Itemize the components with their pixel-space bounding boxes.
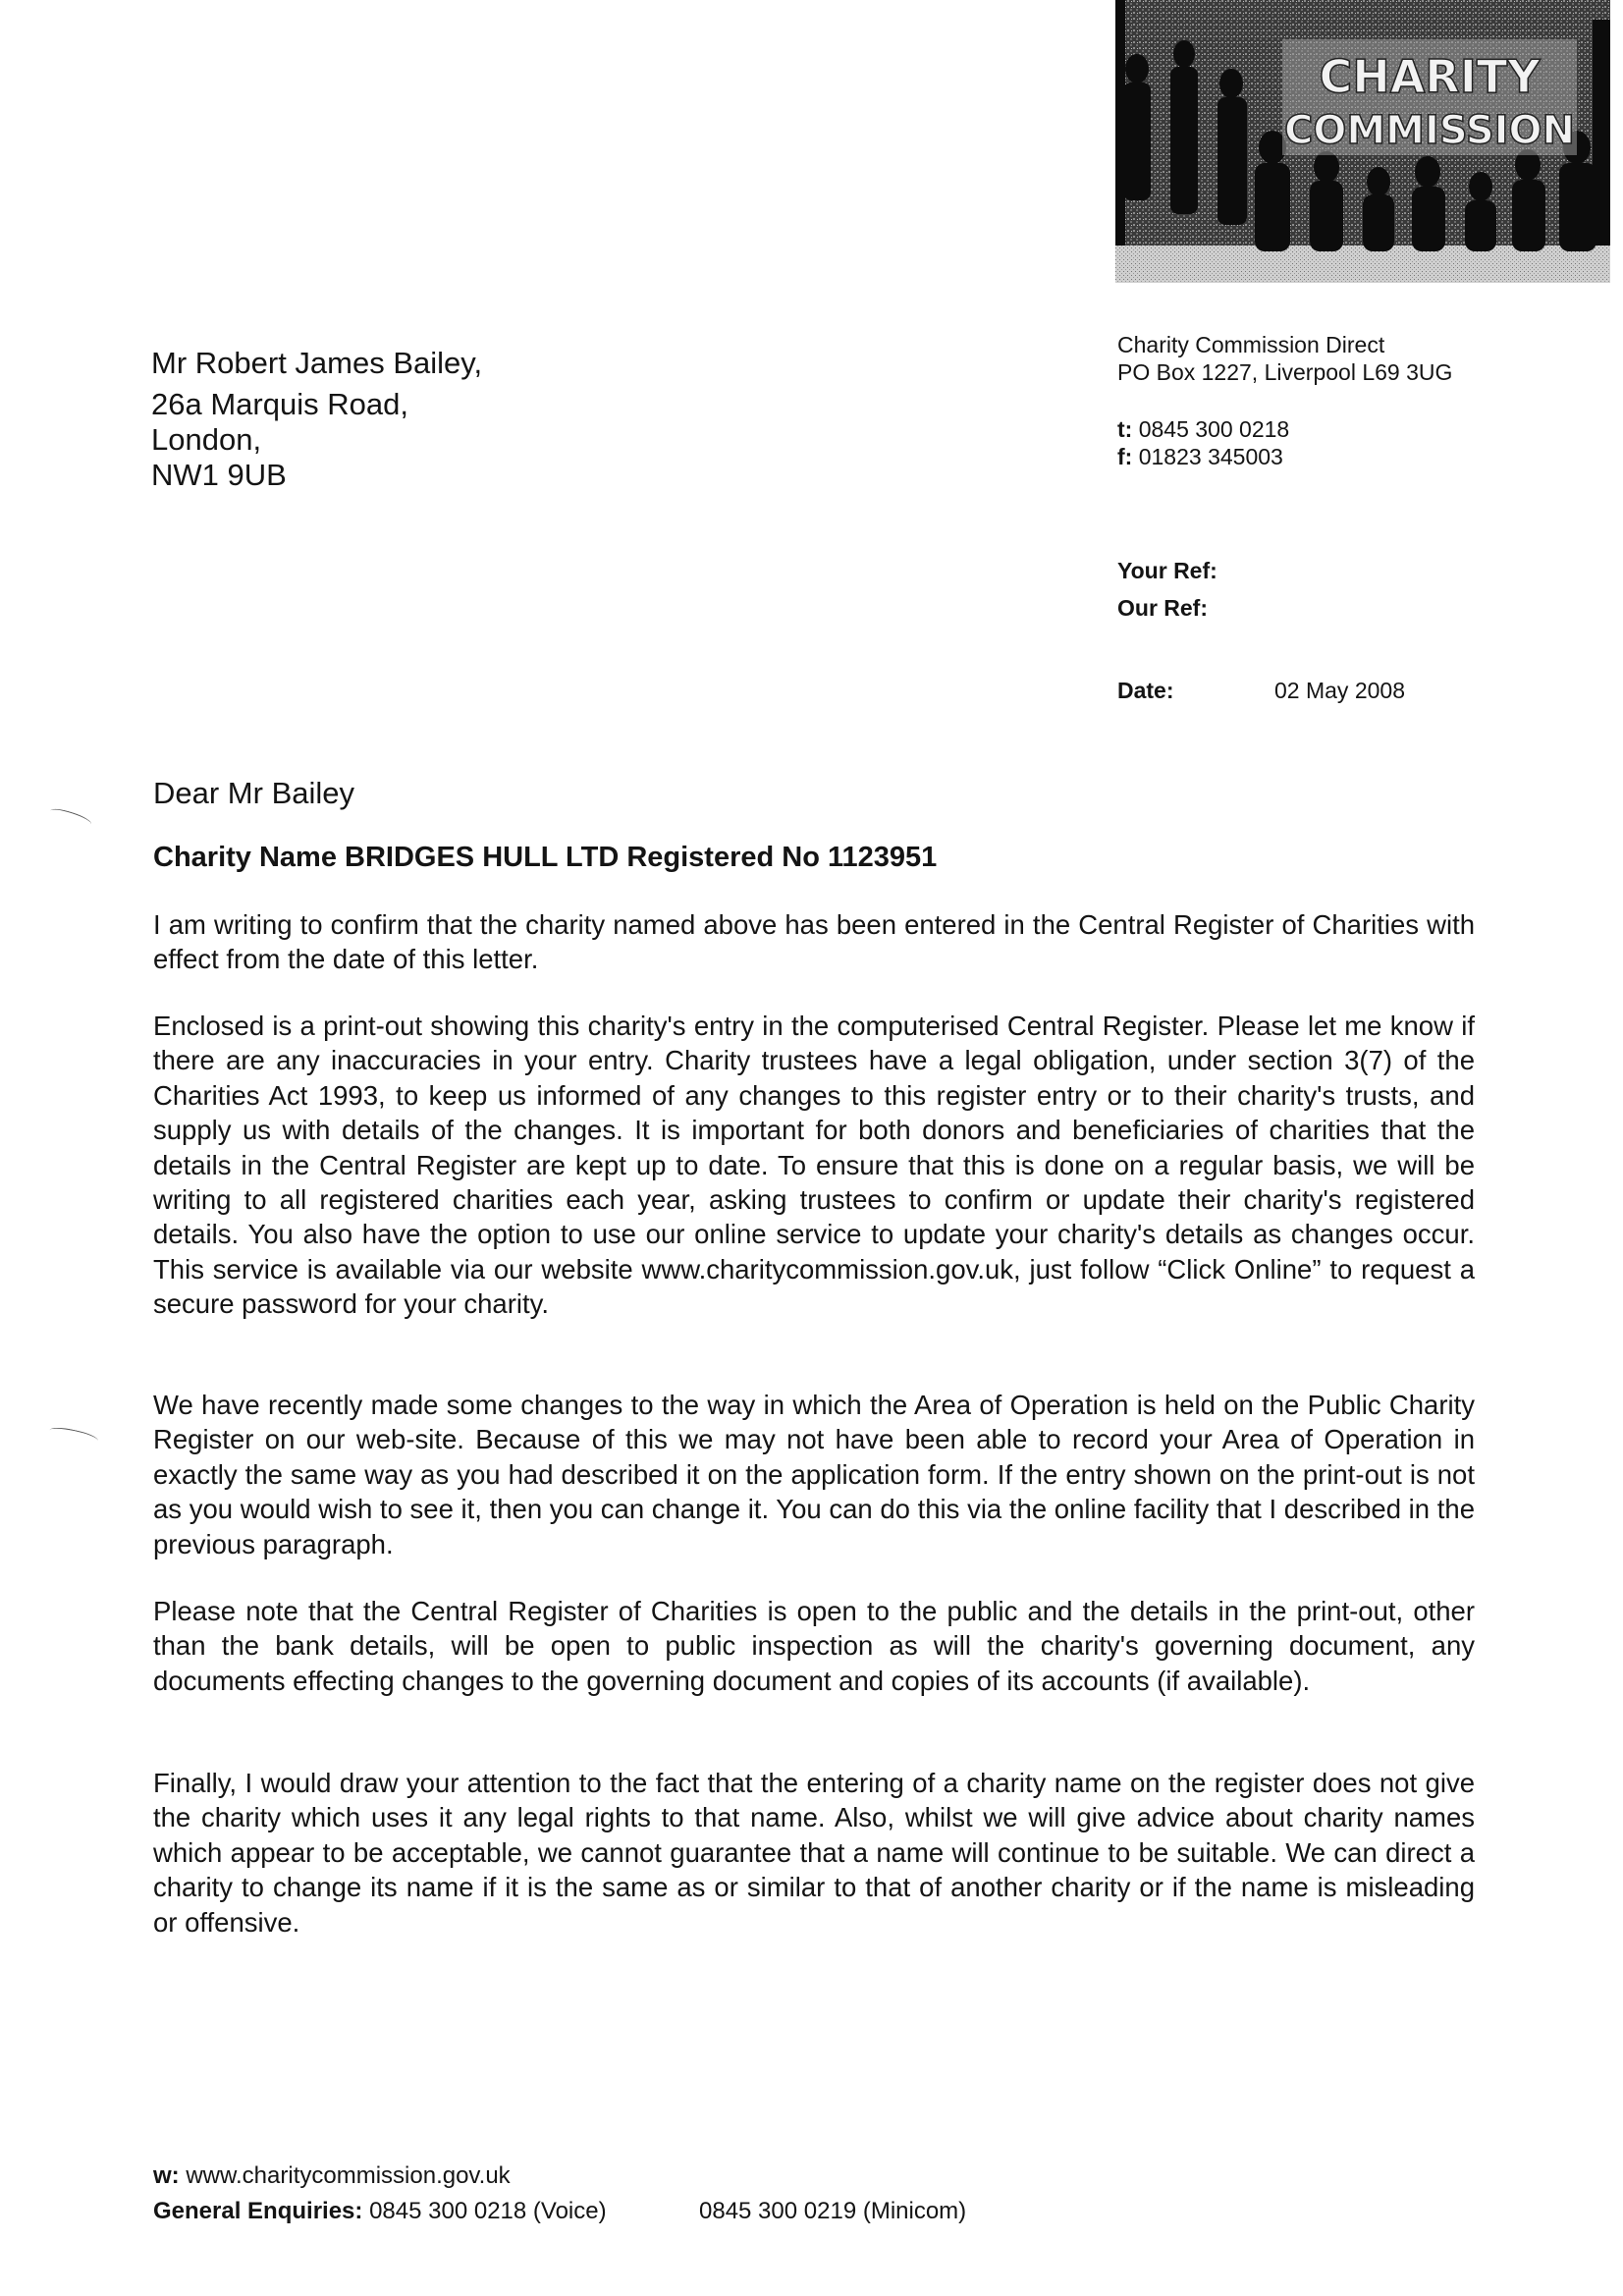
footer-website: www.charitycommission.gov.uk xyxy=(186,2162,511,2189)
logo-name-line2: COMMISSION xyxy=(1283,108,1576,153)
recipient-street: 26a Marquis Road, xyxy=(151,387,408,421)
sender-name: Charity Commission Direct xyxy=(1117,332,1385,357)
scan-mark xyxy=(48,805,92,829)
letter-date: 02 May 2008 xyxy=(1274,678,1405,703)
footer-enquiries-row xyxy=(153,2198,607,2225)
recipient-postcode: NW1 9UB xyxy=(151,458,287,492)
date-label: Date: xyxy=(1117,678,1174,703)
phone-number: 0845 300 0218 xyxy=(1138,416,1290,442)
footer-voice-number: 0845 300 0218 (Voice) xyxy=(369,2198,607,2224)
fax-label: f: xyxy=(1117,444,1133,469)
recipient-city: London, xyxy=(151,422,262,457)
your-ref-label: Your Ref: xyxy=(1117,558,1217,583)
footer-website-row xyxy=(153,2162,511,2190)
sender-address: PO Box 1227, Liverpool L69 3UG xyxy=(1117,359,1453,385)
paragraph-area-of-operation: We have recently made some changes to the way in which the Area of Operation is held on the Public Charity Register on our web-site. Because of this we may not have been able to record your Area of Operation in exactly the same way as you had described it on the application form. If the entry shown on the print-out is not as you would wish to see it, then you can change it. You can do this via the online facility that I described in the previous paragraph. xyxy=(153,1390,1475,1559)
logo-name-line1: CHARITY xyxy=(1319,50,1541,103)
phone-label: t: xyxy=(1117,416,1133,442)
charity-commission-logo xyxy=(1115,0,1610,283)
sender-fax-row xyxy=(1117,444,1283,469)
footer-web-label: w: xyxy=(153,2162,180,2189)
footer-enquiries-label: General Enquiries: xyxy=(153,2198,363,2224)
fax-number: 01823 345003 xyxy=(1138,444,1283,469)
paragraph-charity-name-rights: Finally, I would draw your attention to the fact that the entering of a charity name on the register does not give the charity which uses it any legal rights to that name. Also, whilst we will give advice about charity names which appear to be acceptable, we cannot guarantee that a name will continue to be suitable. We can direct a charity to change its name if it is the same as or similar to that of another charity or if the name is misleading or offensive. xyxy=(153,1768,1475,1938)
paragraph-confirmation: I am writing to confirm that the charity named above has been entered in the Central Register of Charities with effect from the date of this letter. xyxy=(153,909,1475,975)
salutation: Dear Mr Bailey xyxy=(153,776,354,810)
paragraph-public-inspection: Please note that the Central Register of Charities is open to the public and the details in the print-out, other than the bank details, will be open to public inspection as will the charity's governing document, any documents effecting changes to the governing document and copies of its accounts (if available). xyxy=(153,1596,1475,1696)
recipient-name: Mr Robert James Bailey, xyxy=(151,346,483,380)
paragraph-register-entry: Enclosed is a print-out showing this charity's entry in the computerised Central Register. Please let me know if there are any inaccuracies in your entry. Charity trustees have a legal obligation, under section 3(7) of the Charities Act 1993, to keep us informed of any changes to this register entry or to their charity's trusts, and supply us with details of the changes. It is important for both donors and beneficiaries of charities that the details in the Central Register are kept up to date. To ensure that this is done on a regular basis, we will be writing to all registered charities each year, asking trustees to confirm or update their charity's registered details. You also have the option to use our online service to update your charity's details as changes occur. This service is available via our website www.charitycommission.gov.uk, just follow “Click Online” to request a secure password for your charity. xyxy=(153,1011,1475,1320)
footer-minicom-number: 0845 300 0219 (Minicom) xyxy=(699,2198,967,2224)
our-ref-label: Our Ref: xyxy=(1117,595,1208,621)
logo-graphic xyxy=(1115,0,1610,283)
scan-mark xyxy=(48,1425,98,1446)
subject-line: Charity Name BRIDGES HULL LTD Registered No 1123951 xyxy=(153,842,938,873)
sender-phone-row xyxy=(1117,416,1289,442)
